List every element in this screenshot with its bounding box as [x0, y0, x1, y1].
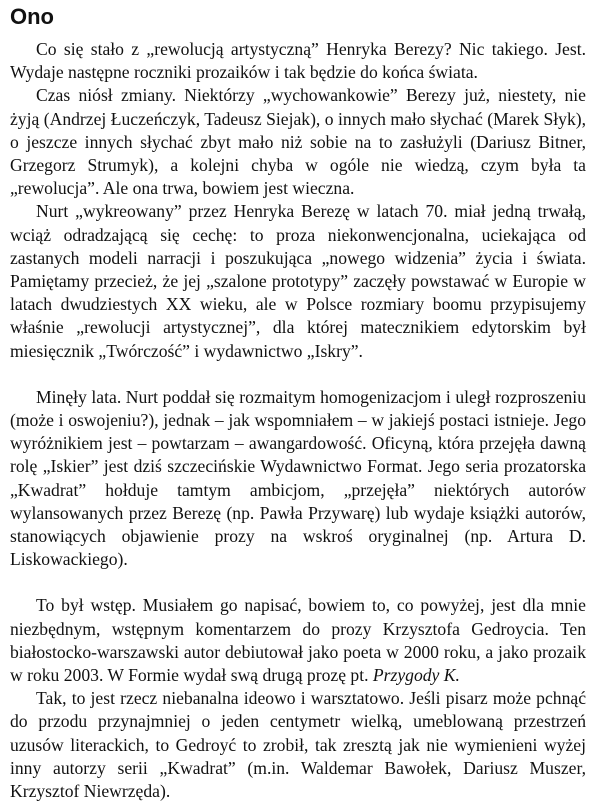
article [10, 4, 586, 803]
article-title: Ono [10, 4, 54, 29]
paragraph-5 [10, 594, 586, 687]
book-title: Przygody K. [372, 665, 460, 686]
paragraph-1: Co się stało z „rewolucją artystyczną” Henryka Berezy? Nic takiego. Jest. Wydaje następne roczniki prozaików i tak będzie do końca świata. [10, 39, 586, 83]
paragraph-4: Minęły lata. Nurt poddał się rozmaitym homogenizacjom i uległ rozproszeniu (może i oswojeniu?), jednak – jak wspomniałem – w jakiejś postaci istnieje. Jego wyróżnikiem jest – powtarzam – awangardowość. Oficyną, która przejęła dawną rolę „Iskier” jest dziś szczecińskie Wydawnictwo Format. Jego seria prozatorska „Kwadrat” hołduje tamtym ambicjom, „przejęła” niektórych autorów wylansowanych przez Berezę (np. Pawła Przywarę) lub wydaje książki autorów, stanowiących objawienie prozy na wskroś oryginalnej (np. Artura D. Liskowackiego). [10, 386, 586, 570]
paragraph-6: Tak, to jest rzecz niebanalna ideowo i warsztatowo. Jeśli pisarz może pchnąć do przodu przynajmniej o jeden centymetr wielką, umeblowaną przestrzeń uzusów literackich, to Gedroyć to zrobił, tak zresztą jak nie wymienieni wyżej inny autorzy serii „Kwadrat” (m.in. Waldemar Bawołek, Dariusz Muszer, Krzysztof Niewrzęda). [10, 688, 586, 802]
paragraph-2: Czas niósł zmiany. Niektórzy „wychowankowie” Berezy już, niestety, nie żyją (Andrzej Łuczeńczyk, Tadeusz Siejak), o innych mało słychać (Marek Słyk), o jeszcze innych słychać zbyt mało niż sobie na to zasłużyli (Dariusz Bitner, Grzegorz Strumyk), a kolejni chyba w ogóle nie wiedzą, czym była ta „rewolucja”. Ale ona trwa, bowiem jest wieczna. [10, 85, 586, 199]
paragraph-5-text: To był wstęp. Musiałem go napisać, bowiem to, co powyżej, jest dla mnie niezbędnym, wstępnym komentarzem do prozy Krzysztofa Gedroycia. Ten białostocko-warszawski autor debiutował jako poeta w 2000 roku, a jako prozaik w roku 2003. W Formie wydał swą drugą prozę pt. [10, 595, 586, 686]
paragraph-3: Nurt „wykreowany” przez Henryka Berezę w latach 70. miał jedną trwałą, wciąż odradzającą się cechę: to proza niekonwencjonalna, uciekająca od zastanych modeli narracji i poszukująca „nowego widzenia” życia i świata. Pamiętamy przecież, że jej „szalone prototypy” zaczęły powstawać w Europie w latach dwudziestych XX wieku, ale w Polsce rozmiary boomu przypisujemy właśnie „rewolucji artystycznej”, dla której matecznikiem edytorskim był miesięcznik „Twórczość” i wydawnictwo „Iskry”. [10, 201, 586, 361]
